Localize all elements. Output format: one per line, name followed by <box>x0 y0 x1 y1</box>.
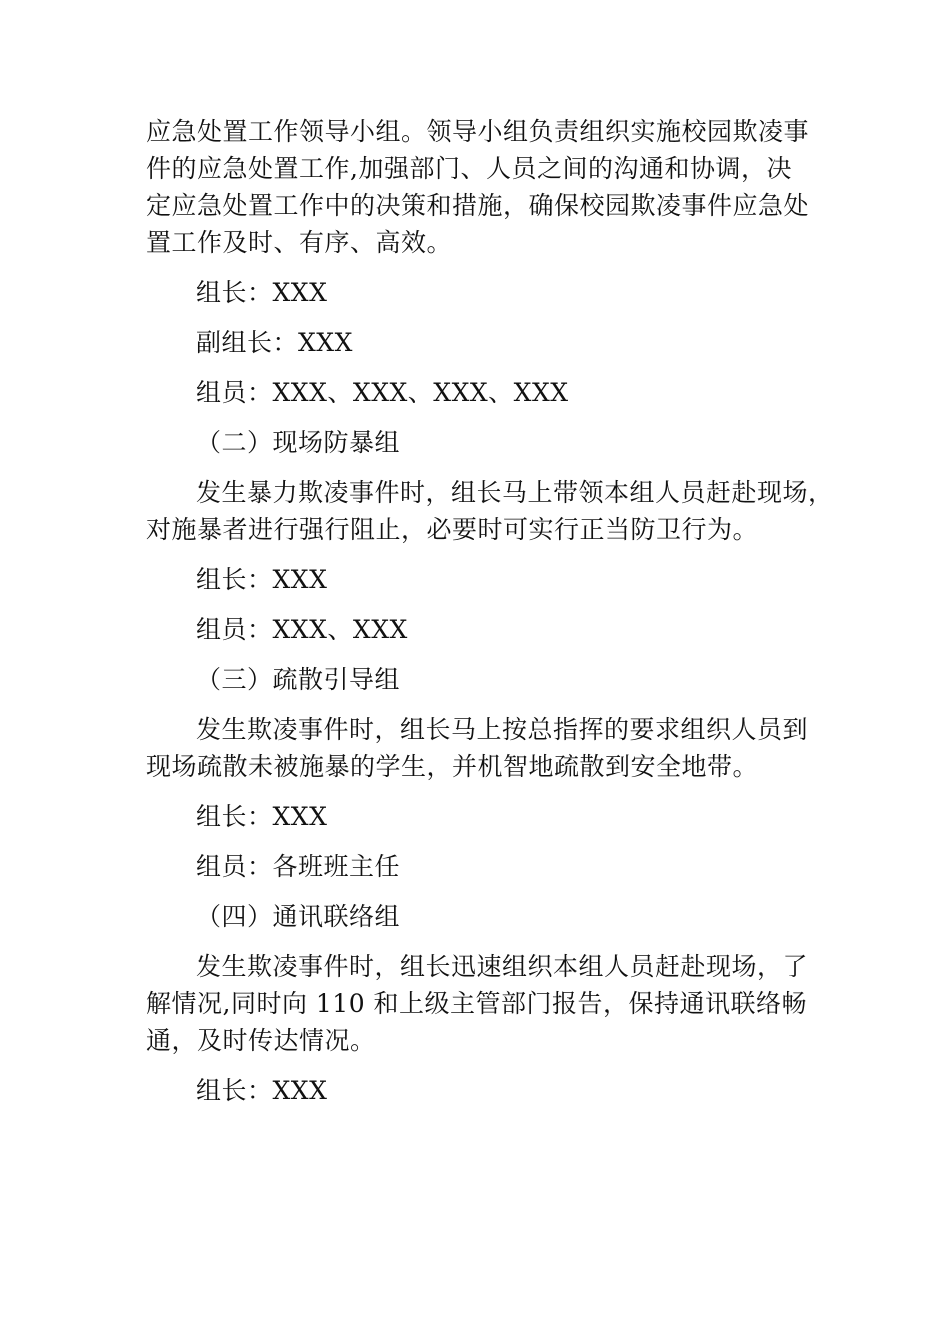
text-line: 通，及时传达情况。 <box>146 1026 376 1055</box>
leader-line: 组长：XXX <box>196 1076 328 1105</box>
section-paragraph <box>146 474 836 548</box>
text-line: 定应急处置工作中的决策和措施，确保校园欺凌事件应急处 <box>146 191 810 220</box>
section-heading: （四）通讯联络组 <box>196 902 401 931</box>
members-line: 组员：XXX、XXX <box>196 615 408 644</box>
section-paragraph <box>146 948 836 1059</box>
text-line: 应急处置工作领导小组。领导小组负责组织实施校园欺凌事 <box>146 117 810 146</box>
members-line: 组员：XXX、XXX、XXX、XXX <box>196 378 569 407</box>
text-line: 解情况,同时向 110 和上级主管部门报告，保持通讯联络畅 <box>146 989 808 1018</box>
section-heading: （二）现场防暴组 <box>196 428 401 457</box>
text-line: 件的应急处置工作,加强部门、人员之间的沟通和协调，决 <box>146 154 792 183</box>
text-line: 发生欺凌事件时，组长迅速组织本组人员赶赴现场，了 <box>196 952 809 981</box>
leader-line: 组长：XXX <box>196 278 328 307</box>
deputy-leader-line: 副组长：XXX <box>196 328 353 357</box>
text-line: 对施暴者进行强行阻止，必要时可实行正当防卫行为。 <box>146 515 759 544</box>
members-line: 组员：各班班主任 <box>196 852 401 881</box>
section-heading: （三）疏散引导组 <box>196 665 401 694</box>
leader-line: 组长：XXX <box>196 565 328 594</box>
text-line: 现场疏散未被施暴的学生，并机智地疏散到安全地带。 <box>146 752 759 781</box>
section-paragraph <box>146 711 836 785</box>
leader-line: 组长：XXX <box>196 802 328 831</box>
text-line: 置工作及时、有序、高效。 <box>146 228 453 257</box>
document-page <box>146 113 836 1122</box>
intro-paragraph <box>146 113 836 261</box>
text-line: 发生暴力欺凌事件时，组长马上带领本组人员赶赴现场， <box>196 478 834 507</box>
text-line: 发生欺凌事件时，组长马上按总指挥的要求组织人员到 <box>196 715 809 744</box>
